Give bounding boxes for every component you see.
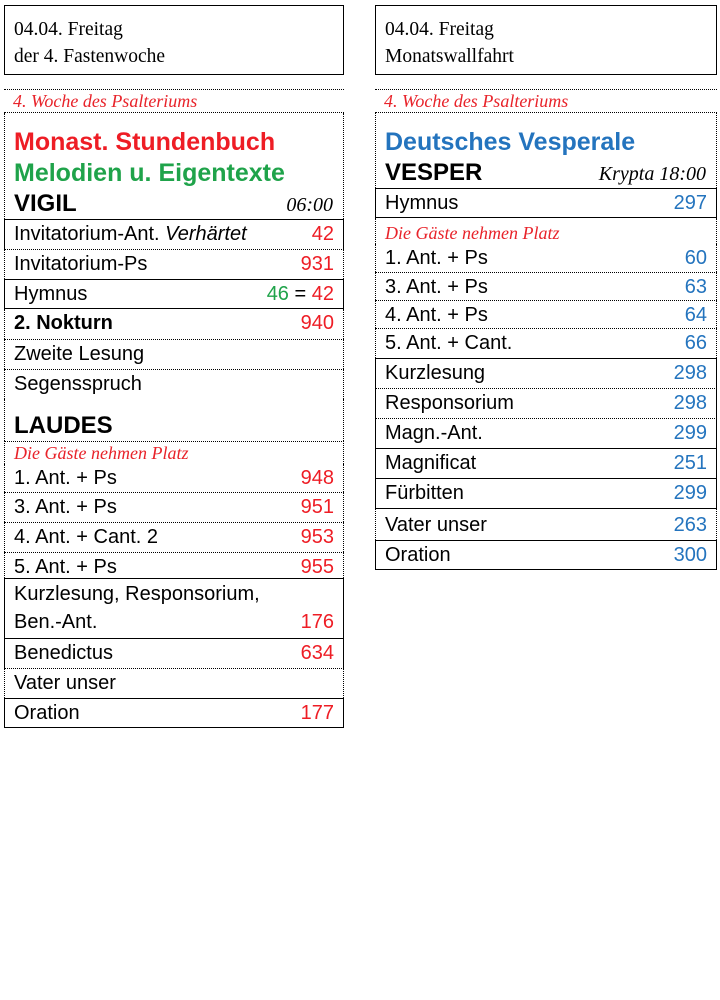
page-number: 60 [684,247,707,269]
item-label: 2. Nokturn [14,312,113,334]
list-item [4,578,344,638]
list-item [375,244,717,272]
list-item [375,540,717,570]
item-label: Invitatorium-Ps [14,253,148,275]
hour-time: Krypta 18:00 [598,163,706,185]
occasion-label: Monatswallfahrt [385,46,514,67]
item-label: Magn.-Ant. [385,422,483,444]
list-item [4,219,344,249]
guests-note: Die Gäste nehmen Platz [4,441,344,464]
guests-note: Die Gäste nehmen Platz [375,218,717,244]
item-label: Vater unser [14,672,116,694]
vigil-heading [5,189,343,219]
item-label: Oration [385,544,451,566]
left-column [4,5,344,728]
page-number: 634 [300,642,334,664]
item-label: Fürbitten [385,482,464,504]
list-item [4,552,344,578]
hour-name: VIGIL [14,190,77,217]
list-item [375,358,717,388]
psalter-week: 4. Woche des Psalteriums [4,89,344,113]
page-number: 42 [311,223,334,245]
book-title-melodien: Melodien u. Eigentexte [14,159,285,187]
equals-sign: = [294,283,307,305]
list-item [4,638,344,668]
item-label: Hymnus [14,283,88,305]
list-item [375,188,717,218]
page-number: 176 [300,611,334,633]
hour-name: LAUDES [14,412,113,439]
item-label: Hymnus [385,192,459,214]
item-label: 5. Ant. + Ps [14,556,117,578]
list-item [4,369,344,399]
page-number: 298 [673,392,707,414]
list-item [4,668,344,698]
item-note: Verhärtet [165,223,247,245]
page-number: 299 [673,422,707,444]
page-number: 951 [300,496,334,518]
page-number: 948 [300,467,334,489]
laudes-title-block [4,399,344,441]
page-number: 251 [673,452,707,474]
list-item [375,508,717,540]
occasion-label: der 4. Fastenwoche [14,46,166,67]
item-label: Vater unser [385,514,487,536]
vesper-title-block [375,113,717,188]
page-number: 299 [673,482,707,504]
item-label: Oration [14,702,80,724]
item-label: 5. Ant. + Cant. [385,332,513,354]
item-label: 3. Ant. + Ps [385,276,488,298]
item-label: 1. Ant. + Ps [385,247,488,269]
item-label: Kurzlesung [385,362,486,384]
page-number: 955 [300,556,334,578]
right-date-header [375,5,717,75]
book-title-vesperale: Deutsches Vesperale [385,128,636,156]
item-label: Segensspruch [14,373,142,395]
page-number: 940 [300,312,334,334]
list-item [4,492,344,522]
page-number: 177 [300,702,334,724]
page-number: 931 [300,253,334,275]
page-number: 953 [300,526,334,548]
item-label: Benedictus [14,642,113,664]
list-item [4,279,344,309]
page-number: 66 [684,332,707,354]
list-item [4,698,344,728]
list-item [375,478,717,508]
list-item [375,448,717,478]
item-label: 1. Ant. + Ps [14,467,117,489]
item-label: Responsorium [385,392,514,414]
date-label: 04.04. Freitag [14,19,123,40]
page-number: 263 [673,514,707,536]
list-item [4,464,344,492]
list-item [4,249,344,279]
item-label: 4. Ant. + Ps [385,304,488,326]
date-label: 04.04. Freitag [385,19,494,40]
item-label: Kurzlesung, Responsorium, [14,583,260,605]
item-label-2: Ben.-Ant. [14,611,98,633]
page-number: 42 [311,283,334,305]
psalter-week: 4. Woche des Psalteriums [375,89,717,113]
page-number-green: 46 [266,283,289,305]
list-item [375,388,717,418]
right-column [375,5,717,570]
item-label: 4. Ant. + Cant. 2 [14,526,158,548]
item-label: Invitatorium-Ant. [14,223,160,245]
page-number: 63 [684,276,707,298]
hour-time: 06:00 [286,194,333,216]
laudes-heading [5,411,343,441]
list-item [4,339,344,369]
list-item [375,300,717,328]
vesper-heading [376,158,716,188]
page-number: 300 [673,544,707,566]
list-item [375,272,717,300]
book-title-stundenbuch: Monast. Stundenbuch [14,128,276,156]
item-label: Magnificat [385,452,477,474]
list-item [4,309,344,339]
item-label: 3. Ant. + Ps [14,496,117,518]
item-label: Zweite Lesung [14,343,145,365]
page-number: 298 [673,362,707,384]
left-date-header [4,5,344,75]
list-item [375,418,717,448]
page-number: 297 [673,192,707,214]
list-item [375,328,717,358]
hour-name: VESPER [385,159,483,186]
list-item [4,522,344,552]
page-number: 64 [684,304,707,326]
vigil-title-block [4,113,344,219]
